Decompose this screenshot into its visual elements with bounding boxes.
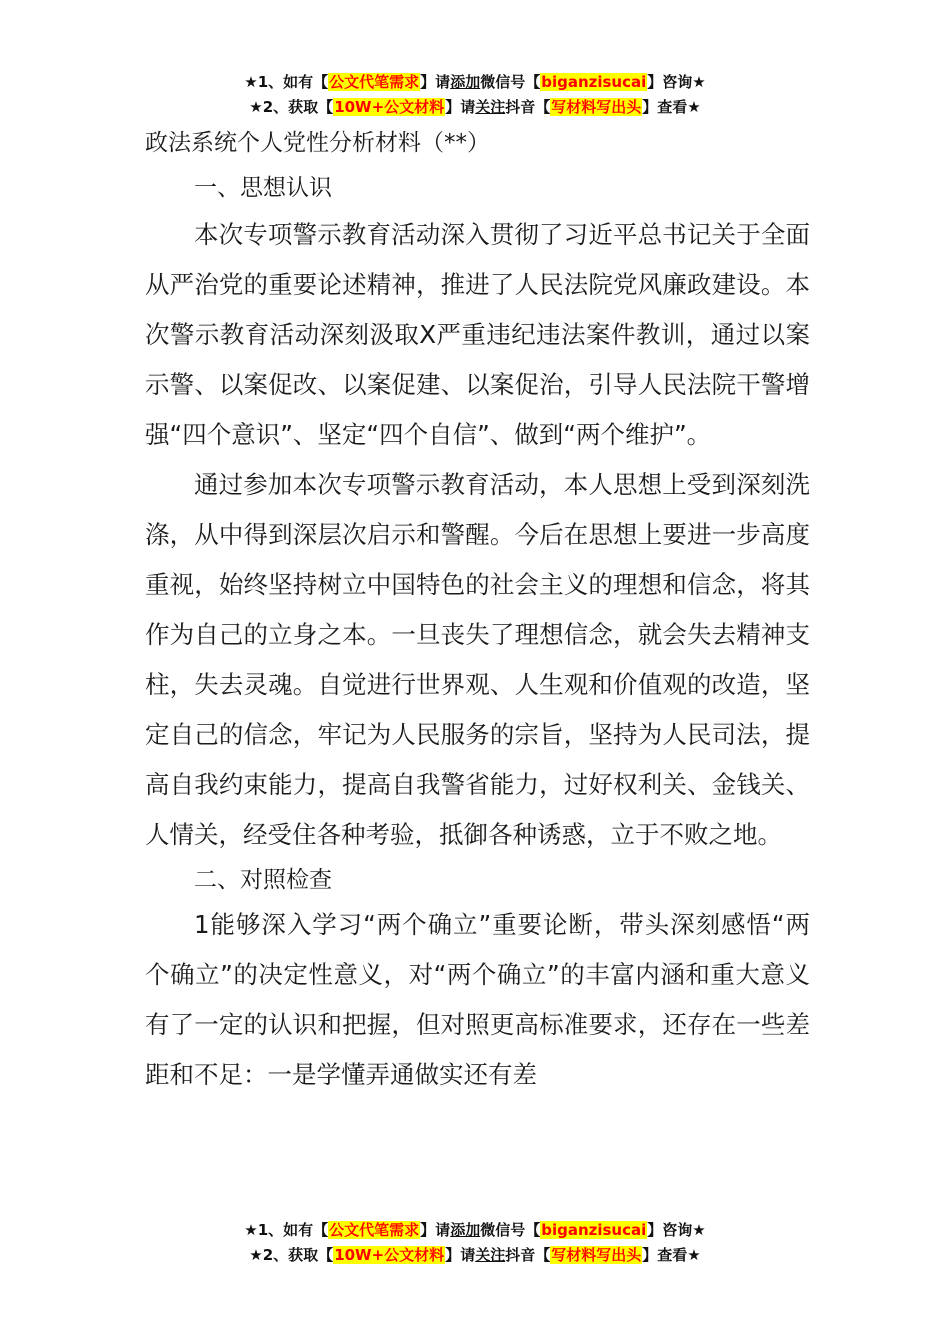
paragraph-2: 通过参加本次专项警示教育活动，本人思想上受到深刻洗涤，从中得到深层次启示和警醒。今后在思想上要进一步高度重视，始终坚持树立中国特色的社会主义的理想和信念，将其作为自己的立身之本。一旦丧失了理想信念，就会失去精神支柱，失去灵魂。自觉进行世界观、人生观和价值观的改造，坚定自己的信念，牢记为人民服务的宗旨，坚持为人民司法，提高自我约束能力，提高自我警省能力，过好权利关、金钱关、人情关，经受住各种考验，抵御各种诱惑，立于不败之地。 xyxy=(145,470,810,849)
promo-line-1 xyxy=(0,1218,950,1243)
promo-highlight: 写材料写出头 xyxy=(551,1246,642,1264)
promo-highlight: 公文代笔需求 xyxy=(329,1221,420,1239)
promo-highlight: 10W+公文材料 xyxy=(334,1246,445,1264)
promo-underline: 添加 xyxy=(450,1221,481,1239)
promo-line-2 xyxy=(0,95,950,120)
paragraph-1: 本次专项警示教育活动深入贯彻了习近平总书记关于全面从严治党的重要论述精神，推进了人民法院党风廉政建设。本次警示教育活动深刻汲取X严重违纪违法案件教训，通过以案示警、以案促改、以案促建、以案促治，引导人民法院干警增强“四个意识”、坚定“四个自信”、做到“两个维护”。 xyxy=(145,220,810,449)
section-heading-1: 一、思想认识 xyxy=(194,175,332,201)
promo-text: 】查看★ xyxy=(642,98,701,116)
document-body xyxy=(145,128,810,1100)
promo-text: ★1、如有【 xyxy=(244,73,329,91)
promo-text: 】咨询★ xyxy=(647,73,706,91)
promo-highlight: 10W+公文材料 xyxy=(334,98,445,116)
promo-text: ★1、如有【 xyxy=(244,1221,329,1239)
promo-underline: 添加 xyxy=(450,73,481,91)
promo-line-1 xyxy=(0,70,950,95)
document-title: 政法系统个人党性分析材料（**） xyxy=(145,130,490,156)
promo-highlight: biganzisucai xyxy=(541,73,647,91)
promo-text: 】请 xyxy=(445,98,476,116)
promo-banner-top xyxy=(0,70,950,120)
promo-highlight: 公文代笔需求 xyxy=(329,73,420,91)
promo-text: 微信号【 xyxy=(480,73,541,91)
section-heading-2: 二、对照检查 xyxy=(194,867,332,893)
promo-highlight: 写材料写出头 xyxy=(551,98,642,116)
promo-highlight: biganzisucai xyxy=(541,1221,647,1239)
promo-text: 】查看★ xyxy=(642,1246,701,1264)
paragraph-3: 1能够深入学习“两个确立”重要论断，带头深刻感悟“两个确立”的决定性意义，对“两个确立”的丰富内涵和重大意义有了一定的认识和把握，但对照更高标准要求，还存在一些差距和不足：一是学懂弄通做实还有差 xyxy=(145,910,810,1089)
promo-underline: 关注 xyxy=(475,1246,506,1264)
promo-underline: 关注 xyxy=(475,98,506,116)
promo-text: 】咨询★ xyxy=(647,1221,706,1239)
promo-banner-bottom xyxy=(0,1218,950,1268)
promo-text: 】请 xyxy=(420,73,451,91)
promo-text: ★2、获取【 xyxy=(249,1246,334,1264)
promo-text: 抖音【 xyxy=(505,1246,551,1264)
promo-line-2 xyxy=(0,1243,950,1268)
promo-text: 微信号【 xyxy=(480,1221,541,1239)
promo-text: 】请 xyxy=(420,1221,451,1239)
promo-text: ★2、获取【 xyxy=(249,98,334,116)
promo-text: 抖音【 xyxy=(505,98,551,116)
promo-text: 】请 xyxy=(445,1246,476,1264)
